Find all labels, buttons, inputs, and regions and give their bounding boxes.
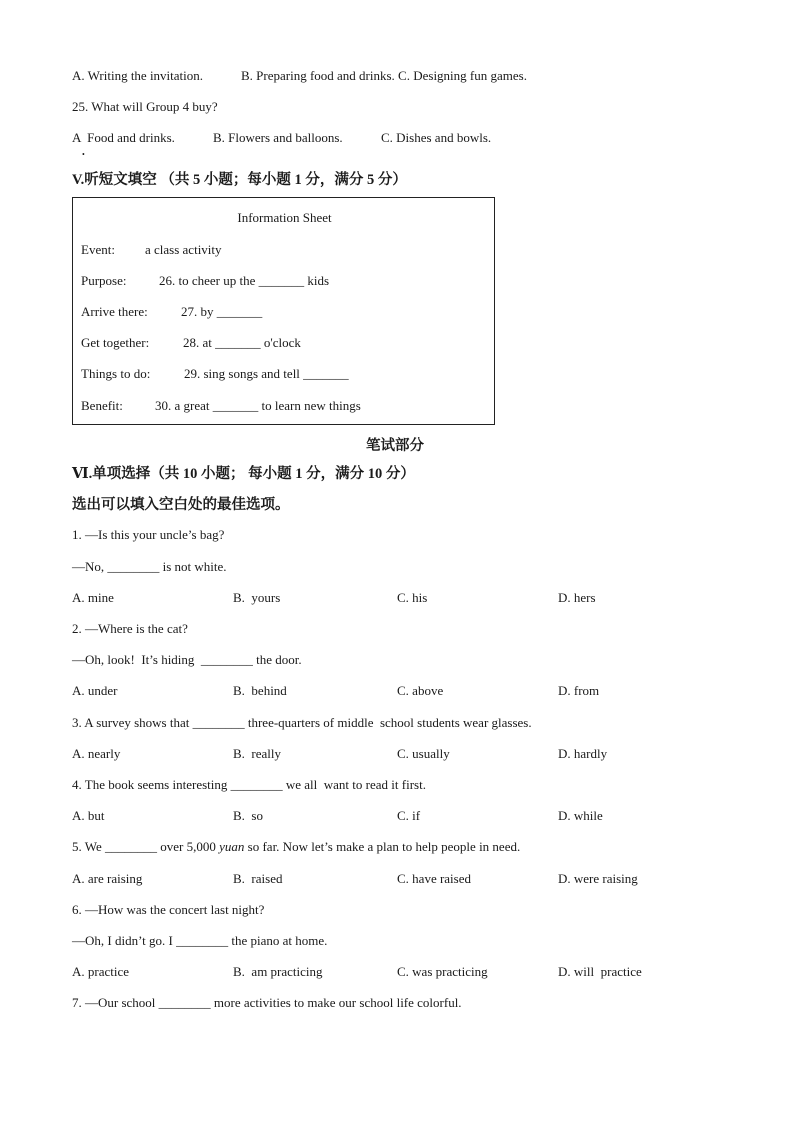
section6-instruction: 选出可以填入空白处的最佳选项。 <box>72 497 290 513</box>
question-line: 3. A survey shows that ________ three-quarters of middle school students wear glasses. <box>72 715 532 730</box>
sheet-row-value: a class activity <box>145 242 222 257</box>
sheet-row-label: Things to do: <box>81 366 151 381</box>
currency-word: yuan <box>219 839 245 854</box>
question-line: 6. —How was the concert last night? <box>72 902 265 917</box>
option-d: D. from <box>558 683 600 698</box>
question-line: 2. —Where is the cat? <box>72 621 188 636</box>
option-d: D. were raising <box>558 871 638 886</box>
option-b: B. am practicing <box>233 964 323 979</box>
question-line: —Oh, look! It’s hiding ________ the door. <box>72 652 302 667</box>
option-d: D. hers <box>558 590 596 605</box>
option-b: B. behind <box>233 683 287 698</box>
q25-option-a: A Food and drinks. <box>72 130 175 145</box>
option-d: D. hardly <box>558 746 608 761</box>
q24-option-b: B. Preparing food and drinks. C. Designing fun games. <box>241 68 527 83</box>
question-line: —No, ________ is not white. <box>72 559 227 574</box>
option-b: B. raised <box>233 871 283 886</box>
option-c: C. was practicing <box>397 964 488 979</box>
sheet-row-label: Event: <box>81 242 115 257</box>
option-c: C. his <box>397 590 428 605</box>
sheet-row-label: Purpose: <box>81 273 127 288</box>
option-a: A. practice <box>72 964 130 979</box>
option-b: B. so <box>233 808 263 823</box>
option-c: C. usually <box>397 746 450 761</box>
option-d: D. while <box>558 808 603 823</box>
sheet-row-label: Get together: <box>81 335 150 350</box>
option-a: A. under <box>72 683 118 698</box>
option-a: A. mine <box>72 590 114 605</box>
option-b: B. yours <box>233 590 281 605</box>
question-line: 4. The book seems interesting ________ we all want to read it first. <box>72 777 426 792</box>
sheet-row-value: 27. by _______ <box>181 304 263 319</box>
sheet-row-value: 26. to cheer up the _______ kids <box>159 273 330 288</box>
section6-heading: Ⅵ.单项选择（共 10 小题； 每小题 1 分，满分 10 分） <box>72 466 415 482</box>
option-a: A. nearly <box>72 746 121 761</box>
option-c: C. above <box>397 683 444 698</box>
sheet-row-value: 30. a great _______ to learn new things <box>155 398 361 413</box>
option-a: A. are raising <box>72 871 143 886</box>
option-c: C. have raised <box>397 871 472 886</box>
q25-option-b: B. Flowers and balloons. <box>213 130 343 145</box>
sheet-row-label: Benefit: <box>81 398 123 413</box>
option-d: D. will practice <box>558 964 642 979</box>
information-sheet-title: Information Sheet <box>237 210 332 225</box>
sheet-row-label: Arrive there: <box>81 304 148 319</box>
q25-option-c: C. Dishes and bowls. <box>381 130 492 145</box>
question-line: —Oh, I didn’t go. I ________ the piano at home. <box>72 933 328 948</box>
section5-heading: V.听短文填空 （共 5 小题；每小题 1 分，满分 5 分） <box>72 172 407 188</box>
q25-question: 25. What will Group 4 buy? <box>72 99 218 114</box>
q24-option-a: A. Writing the invitation. <box>72 68 204 83</box>
question-line: 7. —Our school ________ more activities to make our school life colorful. <box>72 995 462 1010</box>
question-line: 1. —Is this your uncle’s bag? <box>72 527 225 542</box>
question-line: 5. We ________ over 5,000 yuan so far. Now let’s make a plan to help people in need. <box>72 839 521 854</box>
written-part-heading: 笔试部分 <box>366 438 424 454</box>
stray-dot: • <box>82 150 85 159</box>
option-c: C. if <box>397 808 421 823</box>
option-a: A. but <box>72 808 105 823</box>
option-b: B. really <box>233 746 282 761</box>
information-sheet-box <box>72 197 495 425</box>
sheet-row-value: 29. sing songs and tell _______ <box>184 366 349 381</box>
sheet-row-value: 28. at _______ o'clock <box>183 335 301 350</box>
